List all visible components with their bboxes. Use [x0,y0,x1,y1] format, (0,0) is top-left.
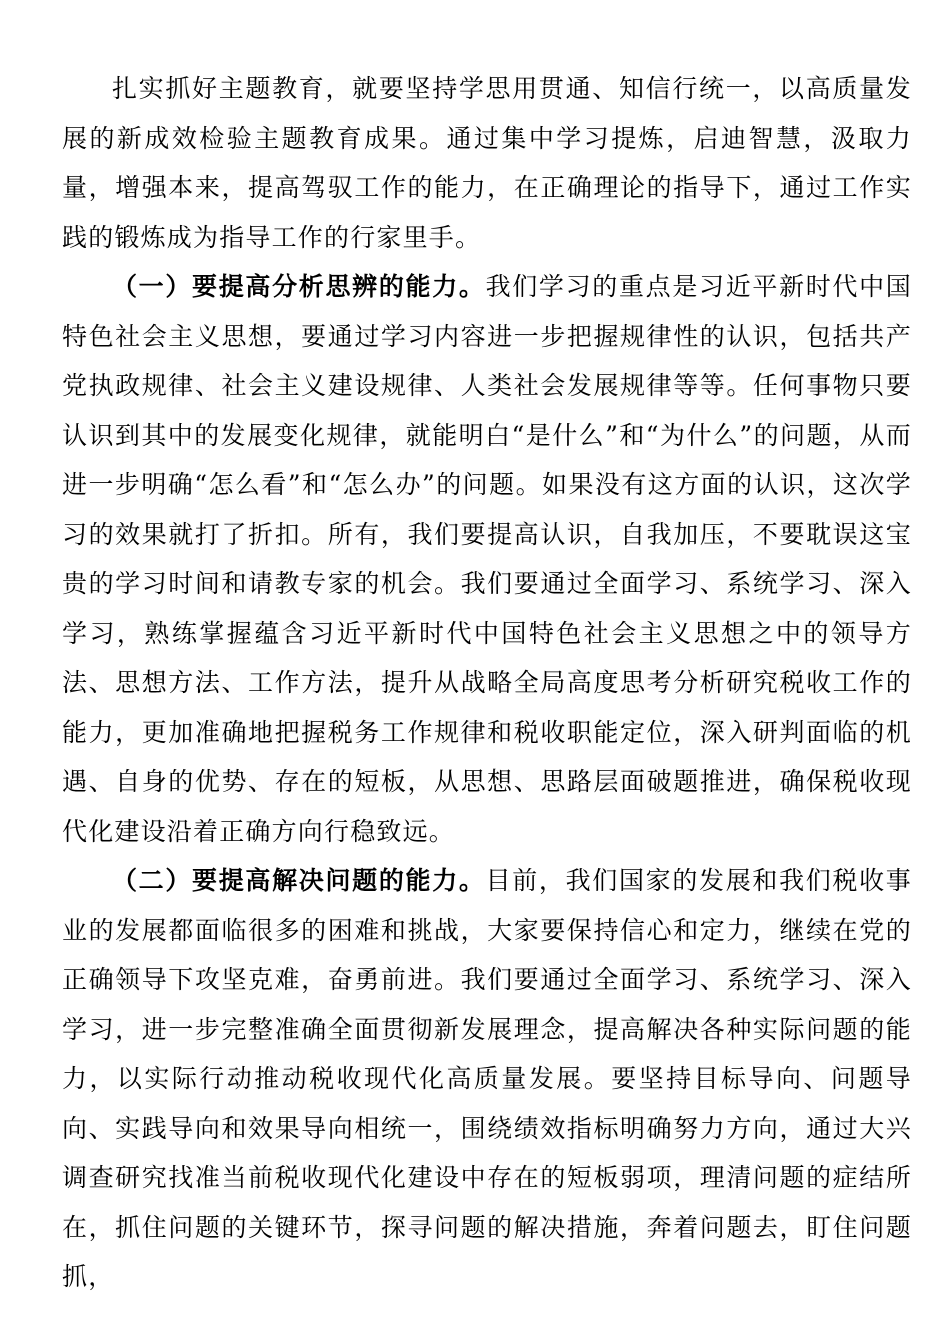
section-heading: （二）要提高解决问题的能力。 [112,866,486,895]
paragraph-section-1 [62,262,912,856]
paragraph-text: 我们学习的重点是习近平新时代中国特色社会主义思想，要通过学习内容进一步把握规律性的认识，包括共产党执政规律、社会主义建设规律、人类社会发展规律等等。任何事物只要认识到其中的发展变化规律，就能明白“是什么”和“为什么”的问题，从而进一步明确“怎么看”和“怎么办”的问题。如果没有这方面的认识，这次学习的效果就打了折扣。所有，我们要提高认识，自我加压，不要耽误这宝贵的学习时间和请教专家的机会。我们要通过全面学习、系统学习、深入学习，熟练掌握蕴含习近平新时代中国特色社会主义思想之中的领导方法、思想方法、工作方法，提升从战略全局高度思考分析研究税收工作的能力，更加准确地把握税务工作规律和税收职能定位，深入研判面临的机遇、自身的优势、存在的短板，从思想、思路层面破题推进，确保税收现代化建设沿着正确方向行稳致远。 [62,272,912,846]
paragraph-text: 扎实抓好主题教育，就要坚持学思用贯通、知信行统一，以高质量发展的新成效检验主题教育成果。通过集中学习提炼，启迪智慧，汲取力量，增强本来，提高驾驭工作的能力，在正确理论的指导下，通过工作实践的锻炼成为指导工作的行家里手。 [62,74,912,252]
paragraph-text: 目前，我们国家的发展和我们税收事业的发展都面临很多的困难和挑战，大家要保持信心和定力，继续在党的正确领导下攻坚克难，奋勇前进。我们要通过全面学习、系统学习、深入学习，进一步完整准确全面贯彻新发展理念，提高解决各种实际问题的能力，以实际行动推动税收现代化高质量发展。要坚持目标导向、问题导向、实践导向和效果导向相统一，围绕绩效指标明确努力方向，通过大兴调查研究找准当前税收现代化建设中存在的短板弱项，理清问题的症结所在，抓住问题的关键环节，探寻问题的解决措施，奔着问题去，盯住问题抓， [62,866,912,1291]
section-heading: （一）要提高分析思辨的能力。 [112,272,486,301]
paragraph-section-2 [62,856,912,1302]
paragraph-intro [62,64,912,262]
document-body [62,64,912,1302]
